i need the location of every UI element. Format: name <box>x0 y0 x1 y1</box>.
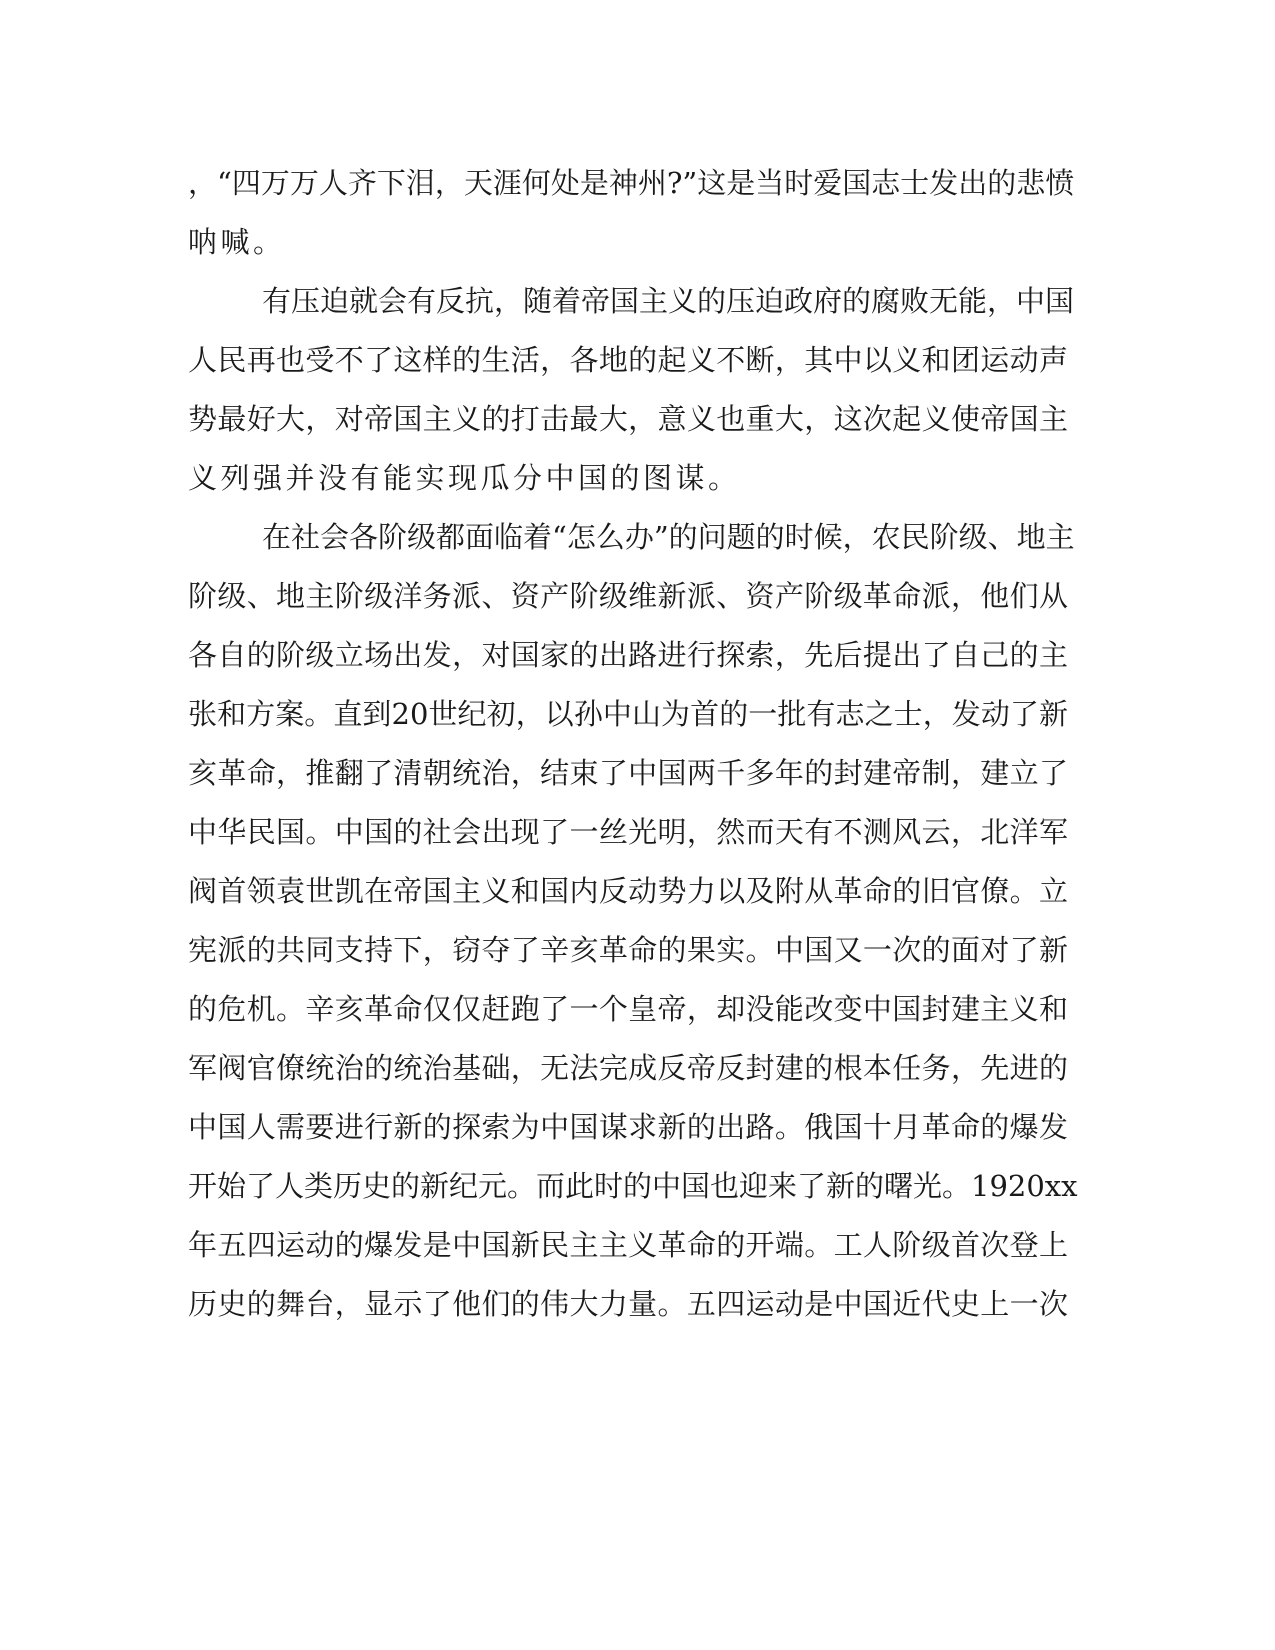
text-line: 人民再也受不了这样的生活，各地的起义不断，其中以义和团运动声 <box>188 343 1068 377</box>
text-line: 义列强并没有能实现瓜分中国的图谋。 <box>188 461 741 495</box>
text-line: ，“四万万人齐下泪，天涯何处是神州?”这是当时爱国志士发出的悲愤 <box>188 166 1075 200</box>
text-line: 宪派的共同支持下，窃夺了辛亥革命的果实。中国又一次的面对了新 <box>188 933 1068 967</box>
text-line: 在社会各阶级都面临着“怎么办”的问题的时候，农民阶级、地主 <box>262 520 1075 554</box>
text-line: 历史的舞台，显示了他们的伟大力量。五四运动是中国近代史上一次 <box>188 1287 1068 1321</box>
text-line: 阀首领袁世凯在帝国主义和国内反动势力以及附从革命的旧官僚。立 <box>188 874 1068 908</box>
text-line: 呐喊。 <box>188 225 286 259</box>
text-line: 开始了人类历史的新纪元。而此时的中国也迎来了新的曙光。1920xx <box>188 1169 1078 1203</box>
text-line: 的危机。辛亥革命仅仅赶跑了一个皇帝，却没能改变中国封建主义和 <box>188 992 1068 1026</box>
text-line: 张和方案。直到20世纪初，以孙中山为首的一批有志之士，发动了新 <box>188 697 1068 731</box>
text-line: 中国人需要进行新的探索为中国谋求新的出路。俄国十月革命的爆发 <box>188 1110 1068 1144</box>
text-line: 阶级、地主阶级洋务派、资产阶级维新派、资产阶级革命派，他们从 <box>188 579 1068 613</box>
text-line: 有压迫就会有反抗，随着帝国主义的压迫政府的腐败无能，中国 <box>262 284 1075 318</box>
text-line: 中华民国。中国的社会出现了一丝光明，然而天有不测风云，北洋军 <box>188 815 1068 849</box>
text-line: 年五四运动的爆发是中国新民主主义革命的开端。工人阶级首次登上 <box>188 1228 1068 1262</box>
text-line: 亥革命，推翻了清朝统治，结束了中国两千多年的封建帝制，建立了 <box>188 756 1068 790</box>
text-line: 军阀官僚统治的统治基础，无法完成反帝反封建的根本任务，先进的 <box>188 1051 1068 1085</box>
text-line: 势最好大，对帝国主义的打击最大，意义也重大，这次起义使帝国主 <box>188 402 1068 436</box>
text-line: 各自的阶级立场出发，对国家的出路进行探索，先后提出了自己的主 <box>188 638 1068 672</box>
